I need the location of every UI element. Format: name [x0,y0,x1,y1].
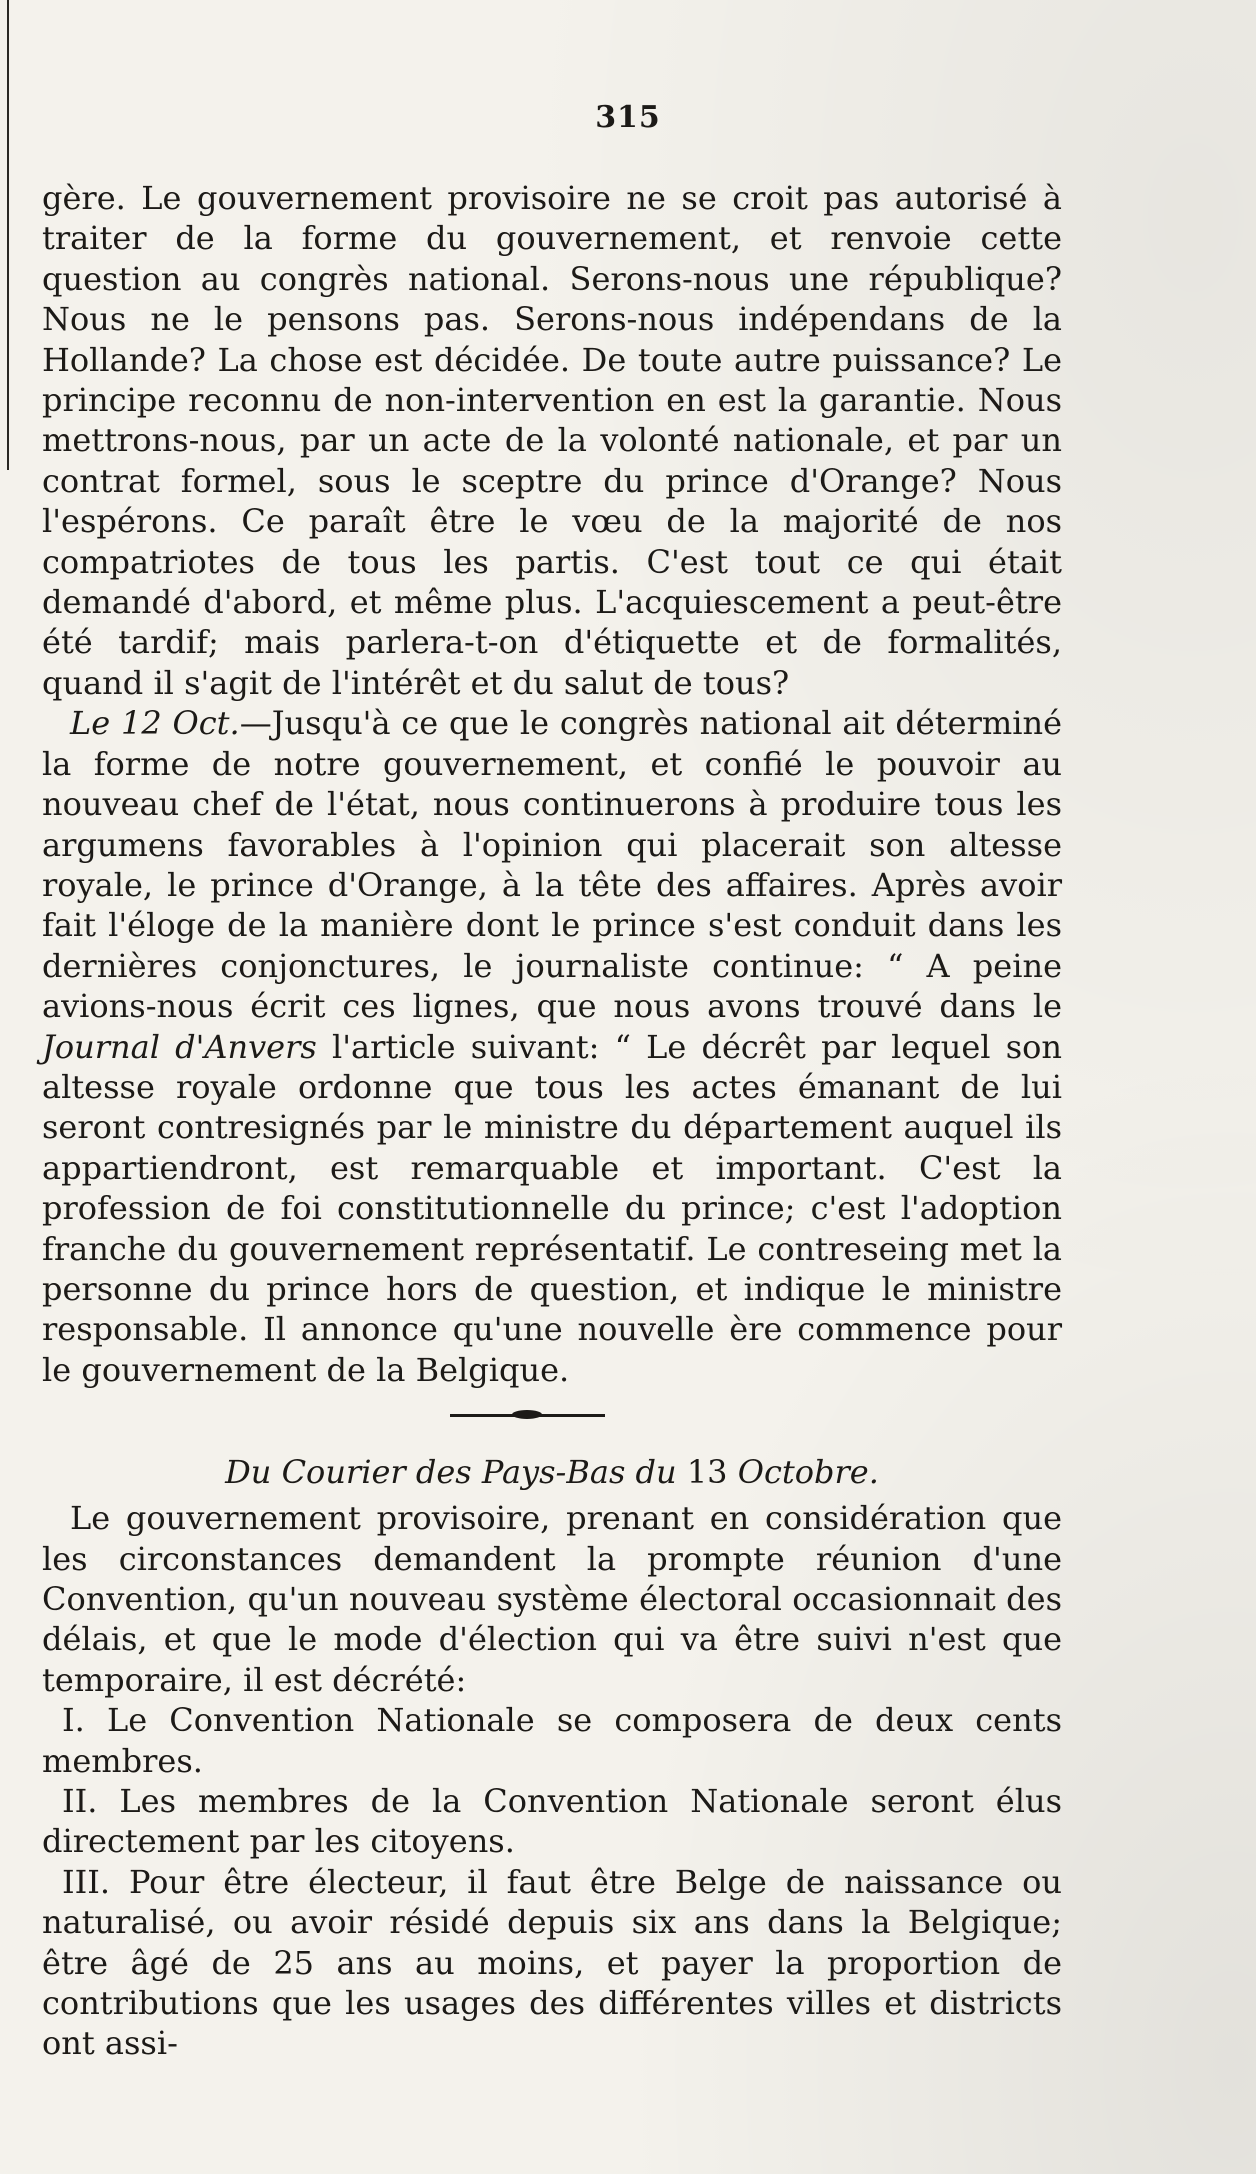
divider-knot [512,1410,542,1419]
heading-source: Du Courier des Pays-Bas du [225,1453,687,1492]
entry-text-part-1: —Jusqu'à ce que le congrès national ait déterminé la forme de notre gouvernement, et confié le pouvoir au nouveau chef de l'état, nous continuerons à produire tous les argumens favorables à l'opinion qui placerait son altesse royale, le prince d'Orange, à la tête des affaires. Après avoir fait l'éloge de la manière dont le prince s'est conduit dans les dernières conjonctures, le journaliste continue: “ A peine avions-nous écrit ces lignes, que nous avons trouvé dans le [42,704,1063,1026]
dated-entry-paragraph [42,703,1062,1390]
decree-article-2: II. Les membres de la Convention Nationale seront élus directement par les citoyens. [42,1782,1062,1861]
heading-day: 13 [686,1453,728,1492]
entry-text-part-2: l'article suivant: “ Le décrêt par lequel son altesse royale ordonne que tous les actes émanant de lui seront contresignés par le ministre du département auquel ils appartiendront, est remarquable et important. C'est la profession de foi constitutionnelle du prince; c'est l'adoption franche du gouvernement représentatif. Le contreseing met la personne du prince hors de question, et indique le ministre responsable. Il annonce qu'une nouvelle ère commence pour le gouvernement de la Belgique. [42,1027,1063,1389]
text-column [42,178,1062,2064]
heading-month: Octobre. [727,1453,879,1492]
decree-article-3: III. Pour être électeur, il faut être Belge de naissance ou naturalisé, ou avoir résidé depuis six ans dans la Belgique; être âgé de 25 ans au moins, et payer la proportion de contributions que les usages des différentes villes et districts ont assi- [42,1862,1062,2063]
binding-edge-line [7,0,9,470]
section-heading [42,1450,1062,1494]
decree-article-1: I. Le Convention Nationale se composera de deux cents membres. [42,1701,1062,1780]
decree-preamble: Le gouvernement provisoire, prenant en considération que les circonstances demandent la prompte réunion d'une Convention, qu'un nouveau système électoral occasionnait des délais, et que le mode d'élection qui va être suivi n'est que temporaire, il est décrété: [42,1499,1062,1699]
opening-paragraph: gère. Le gouvernement provisoire ne se croit pas autorisé à traiter de la forme du gouvernement, et renvoie cette question au congrès national. Serons-nous une république? Nous ne le pensons pas. Serons-nous indépendans de la Hollande? La chose est décidée. De toute autre puissance? Le principe reconnu de non-intervention en est la garantie. Nous mettrons-nous, par un acte de la volonté nationale, et par un contrat formel, sous le sceptre du prince d'Orange? Nous l'espérons. Ce paraît être le vœu de la majorité de nos compatriotes de tous les partis. C'est tout ce qui était demandé d'abord, et même plus. L'acquiescement a peut-être été tardif; mais parlera-t-on d'étiquette et de formalités, quand il s'agit de l'intérêt et du salut de tous? [42,179,1062,702]
journal-name: Journal d'Anvers [42,1027,317,1066]
section-divider-ornament [42,1390,1062,1440]
entry-date: Le 12 Oct. [70,704,240,743]
page-number: 315 [595,100,661,135]
